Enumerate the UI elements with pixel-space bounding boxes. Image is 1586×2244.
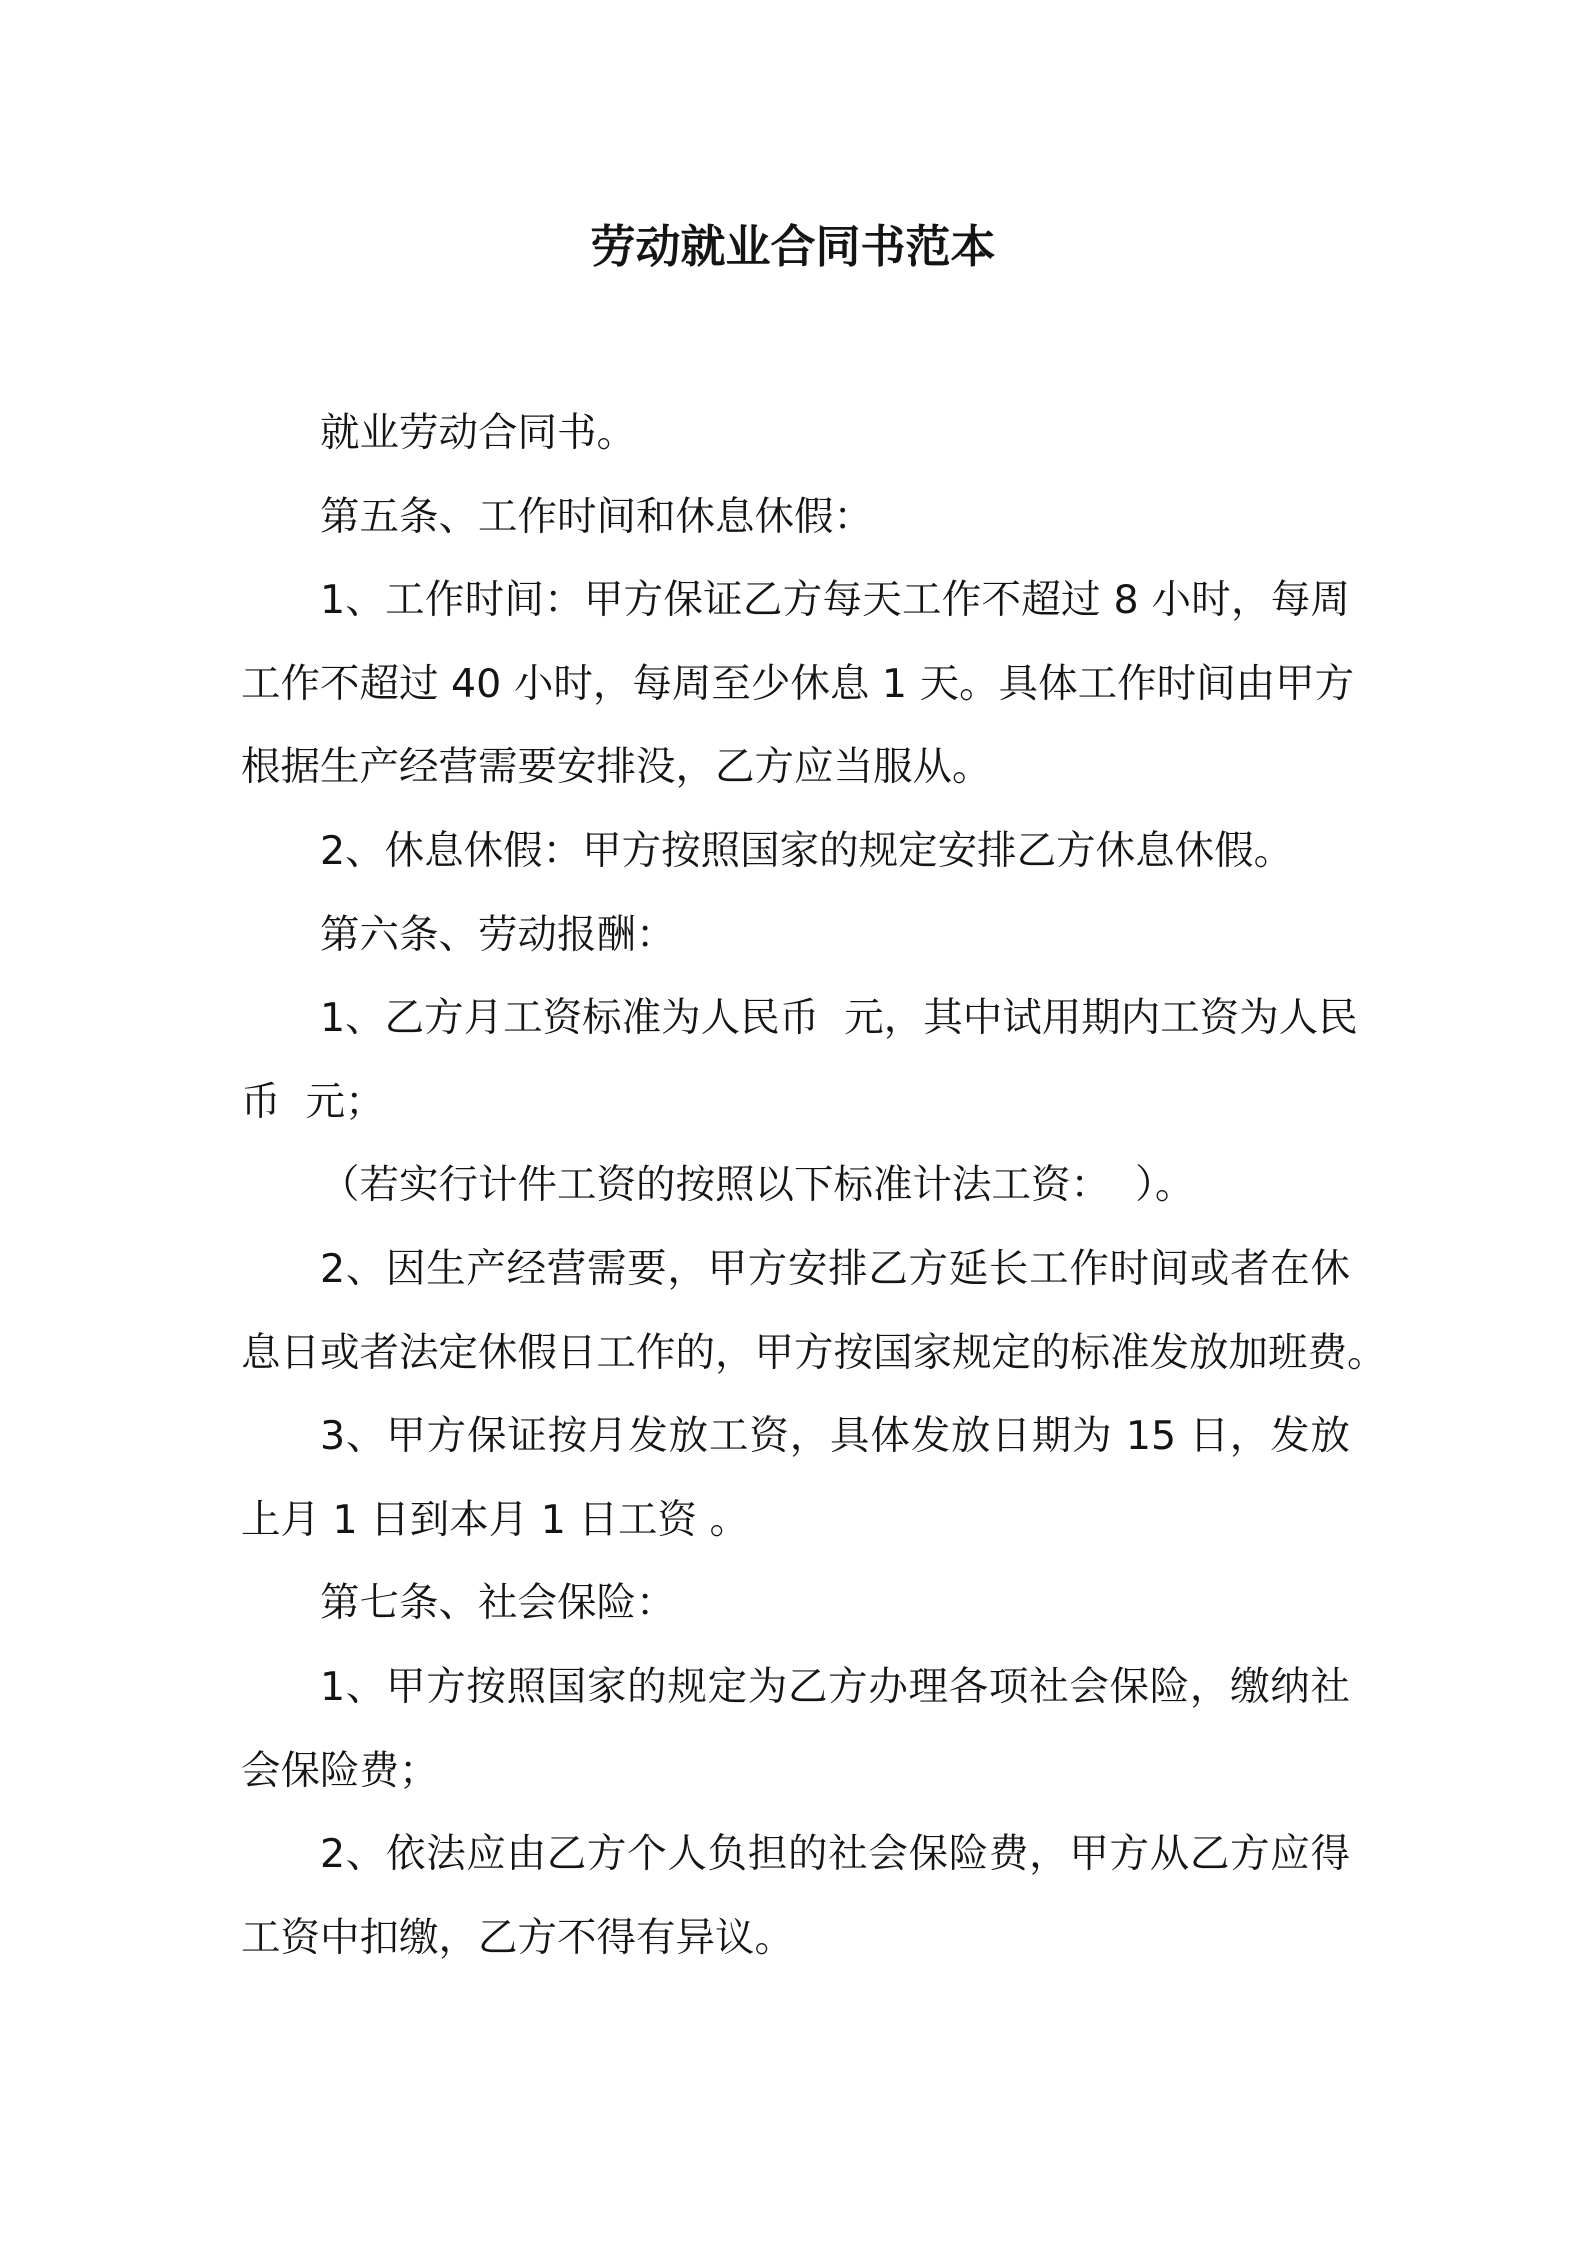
text-line: 就业劳动合同书。 — [320, 410, 636, 456]
article-6-clause-1 — [241, 977, 1358, 1144]
text-line: 1、乙方月工资标准为人民币 元，其中试用期内工资为人民 — [320, 995, 1358, 1042]
text-line: 1、工作时间：甲方保证乙方每天工作不超过 8 小时，每周 — [320, 577, 1350, 624]
text-line: 2、依法应由乙方个人负担的社会保险费，甲方从乙方应得 — [320, 1831, 1350, 1878]
document-body — [241, 392, 1387, 1980]
article-7-clause-2 — [241, 1813, 1350, 1980]
text-line: 第七条、社会保险： — [320, 1580, 676, 1627]
article-6-clause-2 — [241, 1228, 1387, 1395]
page-title: 劳动就业合同书范本 — [590, 220, 996, 273]
text-line: 根据生产经营需要安排没，乙方应当服从。 — [241, 744, 992, 791]
text-line: 币 元； — [241, 1078, 385, 1125]
text-line: 工作不超过 40 小时，每周至少休息 1 天。具体工作时间由甲方 — [241, 660, 1355, 707]
article-5-heading — [241, 476, 1350, 560]
article-6-clause-1-note — [241, 1144, 1350, 1228]
article-7-clause-1 — [241, 1646, 1350, 1813]
text-line: 上月 1 日到本月 1 日工资 。 — [241, 1496, 750, 1543]
article-5-clause-2 — [241, 810, 1350, 894]
contract-intro — [241, 392, 1350, 476]
article-6-clause-3 — [241, 1395, 1350, 1562]
text-line: 第六条、劳动报酬： — [320, 911, 676, 958]
article-7-heading — [241, 1562, 1350, 1646]
text-line: 息日或者法定休假日工作的，甲方按国家规定的标准发放加班费。 — [241, 1329, 1387, 1376]
article-5-clause-1 — [241, 559, 1355, 810]
text-line: 2、因生产经营需要，甲方安排乙方延长工作时间或者在休 — [320, 1245, 1350, 1292]
text-line: （若实行计件工资的按照以下标准计法工资： ）。 — [320, 1162, 1195, 1209]
text-line: 1、甲方按照国家的规定为乙方办理各项社会保险，缴纳社 — [320, 1663, 1350, 1710]
text-line: 会保险费； — [241, 1747, 439, 1794]
text-line: 2、休息休假：甲方按照国家的规定安排乙方休息休假。 — [320, 827, 1294, 874]
article-6-heading — [241, 894, 1350, 978]
text-line: 第五条、工作时间和休息休假： — [320, 493, 873, 540]
text-line: 工资中扣缴，乙方不得有异议。 — [241, 1914, 794, 1961]
text-line: 3、甲方保证按月发放工资，具体发放日期为 15 日，发放 — [320, 1413, 1350, 1460]
